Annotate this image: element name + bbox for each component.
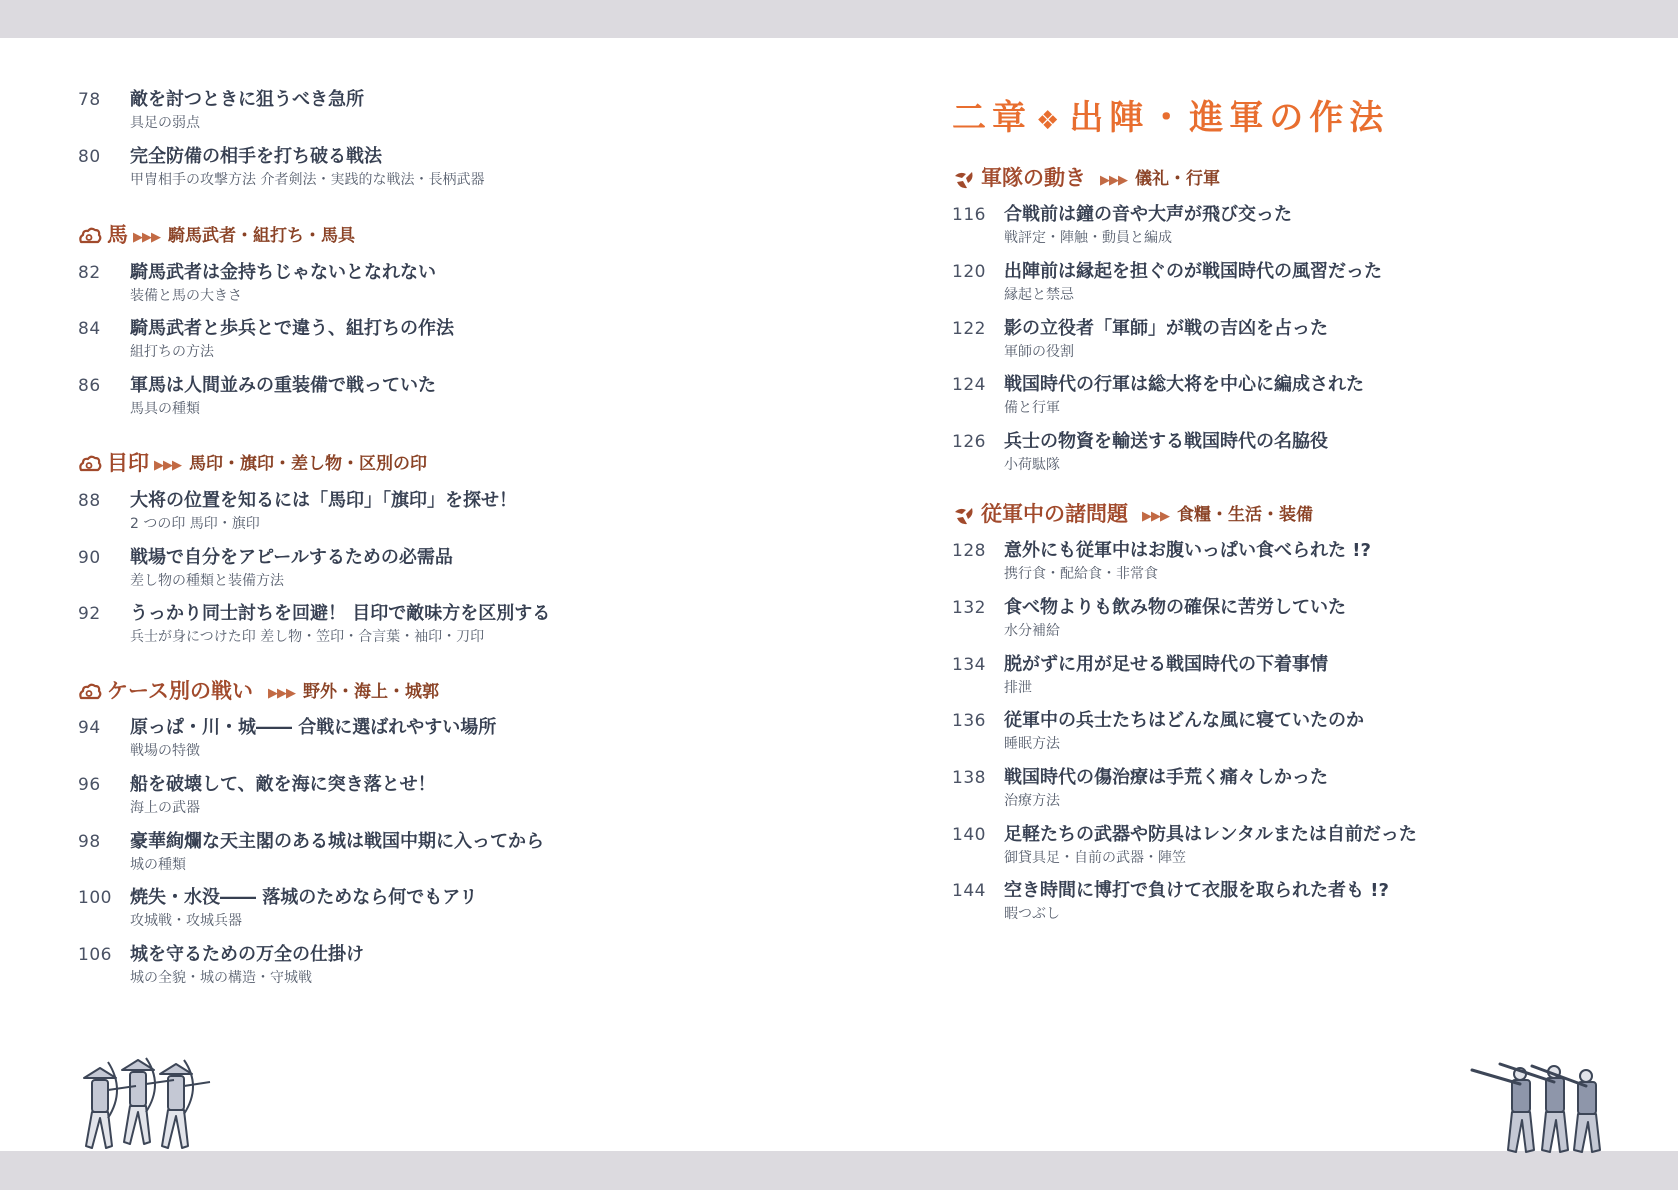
toc-entry[interactable] [78,887,718,937]
toc-entry[interactable] [78,717,718,767]
entry-subtitle: 攻城戦・攻城兵器 [130,913,242,929]
entry-subtitle: 睡眠方法 [1004,736,1060,752]
page-number: 86 [78,376,101,396]
entry-title: 戦国時代の行軍は総大将を中心に編成された [1004,374,1364,395]
page-number: 100 [78,888,112,908]
page-number: 96 [78,775,101,795]
diamond-icon: ❖ [1036,106,1066,136]
entry-title: 兵士の物資を輸送する戦国時代の名脇役 [1004,431,1328,452]
entry-title: 従軍中の兵士たちはどんな風に寝ていたのか [1004,710,1364,731]
section-title: 従軍中の諸問題 [981,502,1128,526]
entry-title: 豪華絢爛な天主閣のある城は戦国中期に入ってから [130,831,544,852]
toc-entry[interactable] [78,146,718,196]
toc-entry[interactable] [952,654,1592,704]
page-number: 140 [952,825,986,845]
entry-subtitle: 装備と馬の大きさ [130,288,242,304]
page-number: 116 [952,205,986,225]
toc-entry[interactable] [78,944,718,994]
toc-entry[interactable] [952,540,1592,590]
toc-entry[interactable] [78,831,718,881]
page-number: 126 [952,432,986,452]
section-title: 目印 [107,451,149,475]
toc-entry[interactable] [952,880,1592,930]
page-number: 94 [78,718,101,738]
section-subtitle: 馬印・旗印・差し物・区別の印 [189,454,427,474]
entry-subtitle: 具足の弱点 [130,115,200,131]
entry-subtitle: 携行食・配給食・非常食 [1004,566,1158,582]
entry-title: 意外にも従軍中はお腹いっぱい食べられた !? [1004,540,1371,561]
page-number: 106 [78,945,112,965]
gunners-illustration [1470,1060,1610,1160]
top-band [0,0,1678,38]
chapter-title: 二章 ❖ 出陣・進軍の作法 [952,98,1390,138]
entry-subtitle: 差し物の種類と装備方法 [130,573,284,589]
entry-title: 脱がずに用が足せる戦国時代の下着事情 [1004,654,1328,675]
toc-entry[interactable] [952,318,1592,368]
toc-entry[interactable] [78,89,718,139]
entry-subtitle: 排泄 [1004,680,1032,696]
toc-entry[interactable] [952,431,1592,481]
page-number: 84 [78,319,101,339]
section-subtitle: 騎馬武者・組打ち・馬具 [168,226,355,246]
section-subtitle: 儀礼・行軍 [1135,169,1220,189]
entry-subtitle: 馬具の種類 [130,401,200,417]
entry-title: 大将の位置を知るには「馬印」「旗印」を探せ！ [130,490,517,511]
page-number: 90 [78,548,101,568]
toc-entry[interactable] [78,603,718,653]
section-arrows: ▶▶▶ [1142,509,1169,524]
section-arrows: ▶▶▶ [133,230,160,245]
section-title: ケース別の戦い [107,679,253,703]
page-number: 82 [78,263,101,283]
page-number: 88 [78,491,101,511]
entry-subtitle: 治療方法 [1004,793,1060,809]
entry-title: 足軽たちの武器や防具はレンタルまたは自前だった [1004,824,1417,845]
toc-entry[interactable] [952,710,1592,760]
bottom-band [0,1151,1678,1190]
section-arrows: ▶▶▶ [268,686,295,701]
page-number: 136 [952,711,986,731]
cloud-crest-icon [78,453,102,475]
entry-title: 影の立役者「軍師」が戦の吉凶を占った [1004,318,1328,339]
cloud-crest-icon [78,225,102,247]
section-arrows: ▶▶▶ [154,458,181,473]
toc-entry[interactable] [78,318,718,368]
page-number: 138 [952,768,986,788]
section-subtitle: 食糧・生活・装備 [1177,505,1313,525]
entry-title: 合戦前は鐘の音や大声が飛び交った [1004,204,1292,225]
entry-title: 船を破壊して、敵を海に突き落とせ！ [130,774,436,795]
entry-subtitle: 水分補給 [1004,623,1060,639]
entry-subtitle: 縁起と禁忌 [1004,287,1074,303]
entry-title: 空き時間に博打で負けて衣服を取られた者も !? [1004,880,1389,901]
entry-title: 騎馬武者は金持ちじゃないとなれない [130,262,436,283]
entry-subtitle: 暇つぶし [1004,906,1060,922]
toc-entry[interactable] [952,824,1592,874]
toc-entry[interactable] [952,374,1592,424]
section-arrows: ▶▶▶ [1100,173,1127,188]
page-number: 78 [78,90,101,110]
entry-title: 軍馬は人間並みの重装備で戦っていた [130,375,436,396]
toc-entry[interactable] [78,262,718,312]
toc-entry[interactable] [952,767,1592,817]
entry-subtitle: 軍師の役割 [1004,344,1074,360]
toc-entry[interactable] [78,375,718,425]
toc-entry[interactable] [78,774,718,824]
entry-subtitle: 戦場の特徴 [130,743,200,759]
entry-subtitle: 組打ちの方法 [130,344,214,360]
mitsudomoe-icon [952,504,976,526]
entry-subtitle: 海上の武器 [130,800,200,816]
entry-title: 出陣前は縁起を担ぐのが戦国時代の風習だった [1004,261,1382,282]
page-number: 134 [952,655,986,675]
toc-entry[interactable] [952,204,1592,254]
section-title: 馬 [107,223,128,247]
entry-subtitle: 戦評定・陣触・動員と編成 [1004,230,1172,246]
cloud-crest-icon [78,681,102,703]
entry-subtitle: 甲冑相手の攻撃方法 介者剣法・実践的な戦法・長柄武器 [130,172,485,188]
entry-subtitle: 城の種類 [130,857,186,873]
archers-illustration [78,1056,218,1160]
entry-subtitle: 兵士が身につけた印 差し物・笠印・合言葉・袖印・刀印 [130,629,485,645]
page-number: 98 [78,832,101,852]
entry-subtitle: 備と行軍 [1004,400,1060,416]
entry-title: うっかり同士討ちを回避！ 目印で敵味方を区別する [130,603,551,624]
entry-title: 完全防備の相手を打ち破る戦法 [130,146,382,167]
entry-title: 城を守るための万全の仕掛け [130,944,364,965]
page-number: 128 [952,541,986,561]
entry-title: 食べ物よりも飲み物の確保に苦労していた [1004,597,1346,618]
toc-entry[interactable] [78,490,718,540]
entry-title: 敵を討つときに狙うべき急所 [130,89,364,110]
entry-subtitle: 御貸具足・自前の武器・陣笠 [1004,850,1186,866]
page-number: 92 [78,604,101,624]
toc-entry[interactable] [952,261,1592,311]
section-subtitle: 野外・海上・城郭 [303,682,439,702]
page-number: 144 [952,881,986,901]
entry-subtitle: 2 つの印 馬印・旗印 [130,516,260,532]
entry-subtitle: 小荷駄隊 [1004,457,1060,473]
section-title: 軍隊の動き [981,166,1086,190]
entry-title: 原っぱ・川・城―― 合戦に選ばれやすい場所 [130,717,497,738]
toc-entry[interactable] [78,547,718,597]
mitsudomoe-icon [952,168,976,190]
entry-title: 騎馬武者と歩兵とで違う、組打ちの作法 [130,318,454,339]
entry-title: 戦国時代の傷治療は手荒く痛々しかった [1004,767,1328,788]
page-number: 122 [952,319,986,339]
entry-title: 戦場で自分をアピールするための必需品 [130,547,453,568]
page-number: 80 [78,147,101,167]
page-number: 124 [952,375,986,395]
entry-title: 焼失・水没―― 落城のためなら何でもアリ [130,887,478,908]
page-number: 132 [952,598,986,618]
toc-entry[interactable] [952,597,1592,647]
page-number: 120 [952,262,986,282]
entry-subtitle: 城の全貌・城の構造・守城戦 [130,970,312,986]
